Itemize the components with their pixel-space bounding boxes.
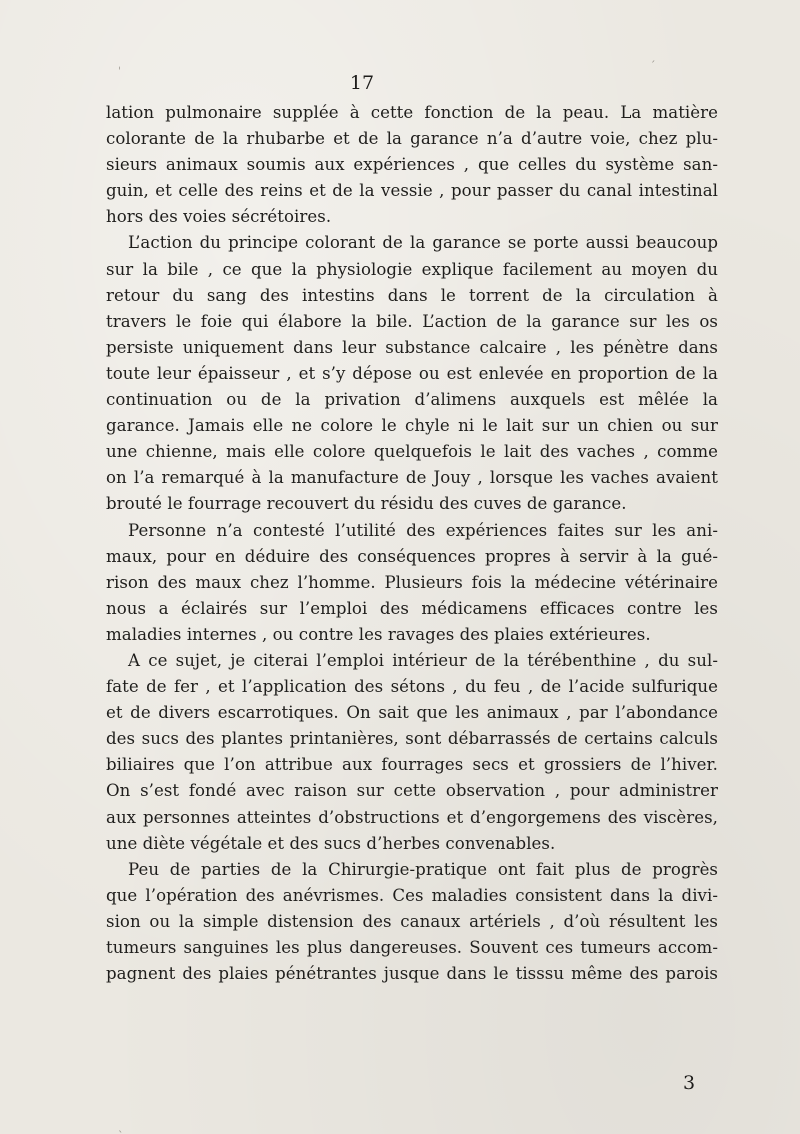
text-line: maladies internes , ou contre les ravages des plaies extérieures. bbox=[106, 624, 651, 644]
text-line: toute leur épaisseur , et s’y dépose ou est enlevée en proportion de la bbox=[106, 363, 718, 383]
text-line: sur la bile , ce que la physiologie explique facilement au moyen du bbox=[106, 259, 718, 279]
signature-mark: 3 bbox=[683, 1072, 696, 1094]
text-line: et de divers escarrotiques. On sait que les animaux , par l’abondance bbox=[106, 703, 718, 723]
text-line: hors des voies sécrétoires. bbox=[106, 207, 332, 227]
text-line: brouté le fourrage recouvert du résidu des cuves de garance. bbox=[106, 494, 627, 514]
text-line: maux, pour en déduire des conséquences propres à servir à la gué- bbox=[106, 546, 718, 566]
text-line: Peu de parties de la Chirurgie-pratique ont fait plus de progrès bbox=[128, 859, 718, 879]
text-line: sion ou la simple distension des canaux artériels , d’où résultent les bbox=[106, 911, 718, 931]
text-line: guin, et celle des reins et de la vessie , pour passer du canal intestinal bbox=[106, 181, 718, 201]
text-line: fate de fer , et l’application des sétons , du feu , de l’acide sulfurique bbox=[106, 677, 718, 697]
text-line: on l’a remarqué à la manufacture de Jouy , lorsque les vaches avaient bbox=[106, 468, 718, 488]
text-line: continuation ou de la privation d’alimens auxquels est mêlée la bbox=[106, 390, 718, 410]
page-number: 17 bbox=[349, 72, 375, 94]
paper-speck: ˌ bbox=[118, 58, 122, 71]
text-line: persiste uniquement dans leur substance calcaire , les pénètre dans bbox=[106, 337, 718, 357]
text-line: Personne n’a contesté l’utilité des expériences faites sur les ani- bbox=[128, 520, 718, 540]
text-line: retour du sang des intestins dans le torrent de la circulation à bbox=[106, 285, 718, 305]
paper-speck: ˏ bbox=[650, 50, 656, 63]
text-line: tumeurs sanguines les plus dangereuses. Souvent ces tumeurs accom- bbox=[106, 938, 718, 957]
text-line: une diète végétale et des sucs d’herbes convenables. bbox=[106, 833, 556, 853]
text-line: nous a éclairés sur l’emploi des médicamens efficaces contre les bbox=[106, 598, 718, 618]
text-line: aux personnes atteintes d’obstructions et d’engorgemens des viscères, bbox=[106, 807, 718, 827]
text-line: rison des maux chez l’homme. Plusieurs fois la médecine vétérinaire bbox=[106, 572, 718, 592]
text-line: sieurs animaux soumis aux expériences , que celles du système san- bbox=[106, 155, 718, 175]
text-line: A ce sujet, je citerai l’emploi intérieur de la térébenthine , du sul- bbox=[128, 650, 718, 670]
text-line: une chienne, mais elle colore quelquefois le lait des vaches , comme bbox=[106, 442, 718, 462]
text-line: que l’opération des anévrismes. Ces maladies consistent dans la divi- bbox=[106, 885, 718, 905]
text-line: On s’est fondé avec raison sur cette observation , pour administrer bbox=[106, 781, 718, 801]
text-line: biliaires que l’on attribue aux fourrages secs et grossiers de l’hiver. bbox=[106, 755, 718, 775]
body-text bbox=[106, 100, 718, 987]
text-line: colorante de la rhubarbe et de la garance n’a d’autre voie, chez plu- bbox=[106, 129, 718, 149]
paper-speck: ˎ bbox=[118, 1120, 124, 1133]
text-line: garance. Jamais elle ne colore le chyle ni le lait sur un chien ou sur bbox=[106, 416, 718, 436]
text-line: des sucs des plantes printanières, sont débarrassés de certains calculs bbox=[106, 729, 718, 749]
text-line: pagnent des plaies pénétrantes jusque dans le tisssu même des parois bbox=[106, 964, 718, 984]
text-line: travers le foie qui élabore la bile. L’action de la garance sur les os bbox=[106, 311, 718, 331]
text-line: L’action du principe colorant de la garance se porte aussi beaucoup bbox=[128, 233, 718, 253]
text-line: lation pulmonaire supplée à cette fonction de la peau. La matière bbox=[106, 103, 718, 122]
